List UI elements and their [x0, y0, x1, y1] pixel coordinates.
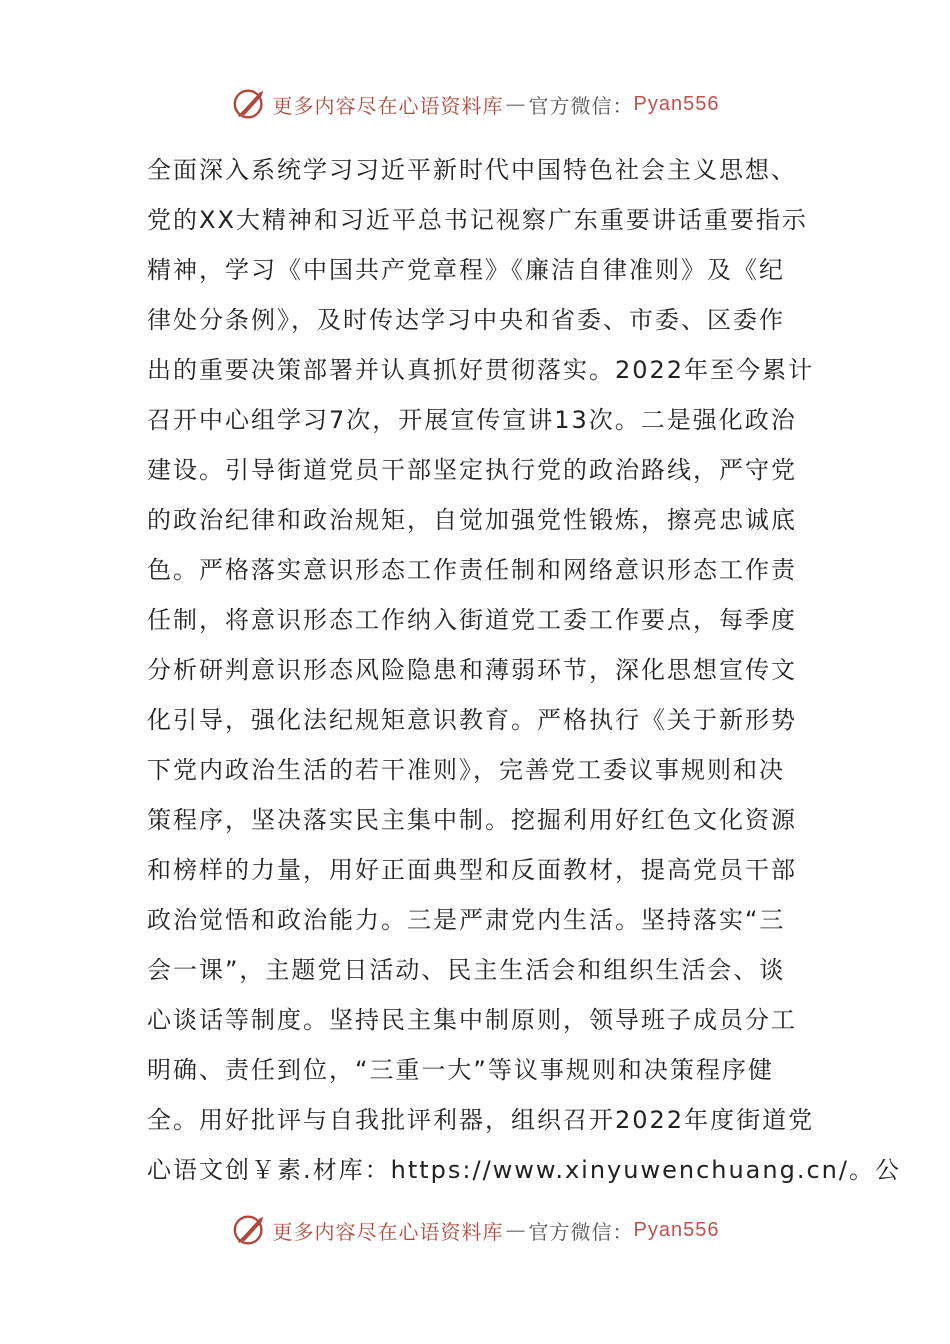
quill-logo-icon [231, 1211, 269, 1249]
header-site-text: 更多内容尽在心语资料库 [272, 93, 504, 118]
body-line: 任制，将意识形态工作纳入街道党工委工作要点，每季度 [147, 606, 797, 634]
body-line: 下党内政治生活的若干准则》，完善党工委议事规则和决 [147, 756, 785, 784]
body-line: 和榜样的力量，用好正面典型和反面教材，提高党员干部 [147, 856, 797, 884]
footer-site-text: 更多内容尽在心语资料库 [272, 1219, 504, 1244]
document-body [147, 145, 901, 1195]
body-line: 会一课”，主题党日活动、民主生活会和组织生活会、谈 [147, 956, 786, 984]
body-line: 精神，学习《中国共产党章程》《廉洁自律准则》及《纪 [147, 256, 785, 284]
body-line: 建设。引导街道党员干部坚定执行党的政治路线，严守党 [147, 456, 797, 484]
body-line: 心谈话等制度。坚持民主集中制原则，领导班子成员分工 [147, 1006, 797, 1034]
footer-contact-label: 官方微信： [528, 1219, 634, 1244]
body-line: 全面深入系统学习习近平新时代中国特色社会主义思想、 [147, 156, 797, 184]
header-contact-label: 官方微信： [528, 93, 634, 118]
body-line: 策程序，坚决落实民主集中制。挖掘利用好红色文化资源 [147, 806, 797, 834]
body-line: 律处分条例》，及时传达学习中央和省委、市委、区委作 [147, 306, 785, 334]
footer-contact-handle: Pyan556 [633, 1218, 720, 1241]
body-line: 召开中心组学习7次，开展宣传宣讲13次。二是强化政治 [147, 406, 797, 434]
body-line: 全。用好批评与自我批评利器，组织召开2022年度街道党 [147, 1106, 815, 1134]
footer-dash: — [505, 1218, 527, 1242]
body-line: 化引导，强化法纪规矩意识教育。严格执行《关于新形势 [147, 706, 797, 734]
header-dash: — [505, 92, 527, 116]
body-line: 党的XX大精神和习近平总书记视察广东重要讲话重要指示 [147, 206, 808, 234]
body-line: 分析研判意识形态风险隐患和薄弱环节，深化思想宣传文 [147, 656, 797, 684]
header-watermark [0, 84, 950, 124]
body-line: 政治觉悟和政治能力。三是严肃党内生活。坚持落实“三 [147, 906, 786, 934]
body-line: 的政治纪律和政治规矩，自觉加强党性锻炼，擦亮忠诚底 [147, 506, 797, 534]
body-line: 心语文创￥素.材库：https://www.xinyuwenchuang.cn/。公 [147, 1156, 901, 1184]
body-line: 明确、责任到位，“三重一大”等议事规则和决策程序健 [147, 1056, 774, 1084]
quill-logo-icon [231, 85, 269, 123]
body-line: 色。严格落实意识形态工作责任制和网络意识形态工作责 [147, 556, 797, 584]
body-line: 出的重要决策部署并认真抓好贯彻落实。2022年至今累计 [147, 356, 815, 384]
header-contact-handle: Pyan556 [633, 92, 720, 115]
footer-watermark [0, 1210, 950, 1250]
